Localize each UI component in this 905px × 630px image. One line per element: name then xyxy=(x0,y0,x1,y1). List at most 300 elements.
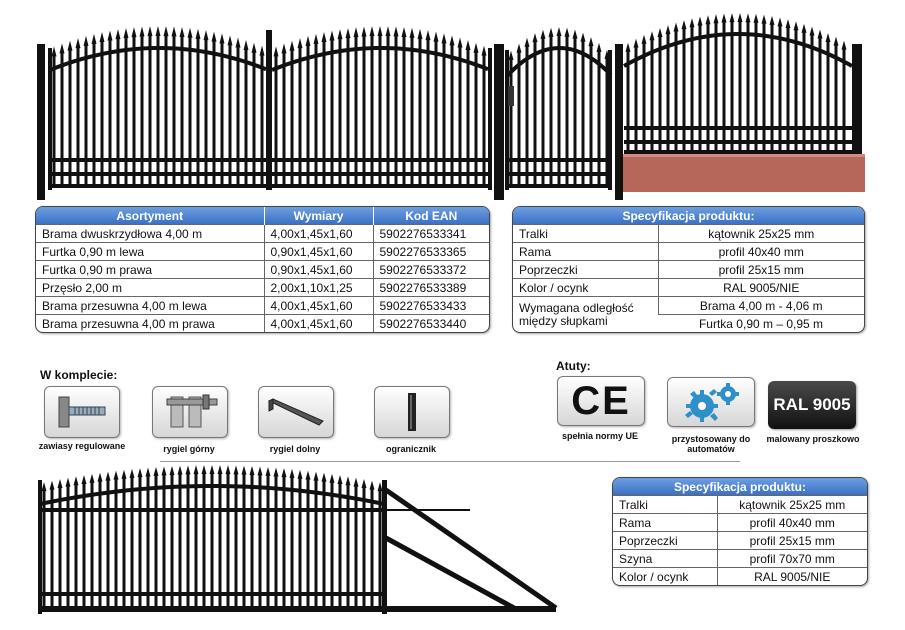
fence-post xyxy=(615,44,623,200)
fence-spike xyxy=(330,30,335,40)
fence-picket xyxy=(173,34,176,188)
ce-mark-icon: CE xyxy=(571,379,631,423)
fence-spike xyxy=(450,35,455,45)
fence-spike xyxy=(810,26,815,35)
spec-key: Rama xyxy=(513,243,658,261)
fence-spike xyxy=(722,13,727,22)
bottom-bolt-icon xyxy=(259,387,333,437)
fence-spike xyxy=(204,30,209,40)
ral-badge xyxy=(768,381,856,429)
assortment-table xyxy=(35,206,490,333)
fence-spike xyxy=(66,478,71,487)
fence-spike xyxy=(146,467,151,476)
fence-picket xyxy=(299,46,302,188)
fence-spike xyxy=(306,36,311,46)
fence-picket xyxy=(363,35,366,188)
fence-picket xyxy=(189,36,192,188)
fence-spike xyxy=(76,38,81,48)
product-name: Brama dwuskrzydłowa 4,00 m xyxy=(36,225,264,243)
product-dimensions: 0,90x1,45x1,60 xyxy=(264,261,373,279)
fence-picket xyxy=(227,472,230,610)
fence-spike xyxy=(260,46,265,56)
spec-key: Tralki xyxy=(513,225,658,243)
fence-spike xyxy=(156,26,161,36)
fence-rail xyxy=(507,158,612,162)
fence-picket xyxy=(467,48,470,188)
fence-picket xyxy=(157,34,160,188)
fence-picket xyxy=(51,488,54,610)
fence-spike xyxy=(236,38,241,48)
fence-spike xyxy=(442,33,447,43)
fence-spike xyxy=(162,466,167,475)
fence-spike xyxy=(370,26,375,36)
fence-spike xyxy=(626,43,631,52)
spec-key: Poprzeczki xyxy=(513,261,658,279)
kit-label: zawiasy regulowane xyxy=(38,441,126,451)
fence-picket xyxy=(731,20,734,154)
fence-spike xyxy=(525,38,530,47)
fence-spike xyxy=(138,468,143,477)
product-ean: 5902276533440 xyxy=(373,315,489,333)
automation-label: przystosowany do automatów xyxy=(671,434,751,454)
fence-rail xyxy=(40,592,384,596)
table-row xyxy=(36,315,489,333)
fence-spike xyxy=(226,465,231,474)
fence-picket xyxy=(699,24,702,154)
fence-spike xyxy=(466,40,471,50)
fence-picket xyxy=(323,40,326,188)
fence-spike xyxy=(658,28,663,37)
fence-spike xyxy=(178,466,183,475)
fence-picket xyxy=(566,35,569,188)
fence-picket xyxy=(355,35,358,188)
fence-picket xyxy=(715,21,718,154)
spec-value: profil 70x70 mm xyxy=(717,550,867,568)
fence-spike xyxy=(50,481,55,490)
top-bolt-icon xyxy=(153,387,227,437)
fence-rail xyxy=(624,126,852,130)
header-dimensions: Wymiary xyxy=(264,207,373,225)
fence-picket xyxy=(117,37,120,188)
fence-spike xyxy=(386,26,391,36)
brick-wall xyxy=(623,154,865,192)
fence-picket xyxy=(667,32,670,154)
fence-spike xyxy=(172,26,177,36)
fence-spike xyxy=(84,36,89,46)
kit-item-top-bolt xyxy=(152,386,228,438)
table-row xyxy=(613,514,867,532)
ce-label: spełnia normy UE xyxy=(561,431,639,441)
fence-picket xyxy=(299,477,302,610)
wicket-stile xyxy=(608,50,612,190)
fence-picket xyxy=(411,36,414,188)
fence-picket xyxy=(459,46,462,188)
fence-picket xyxy=(811,33,814,154)
fence-picket xyxy=(542,37,545,188)
fence-picket xyxy=(659,35,662,154)
fence-spike xyxy=(154,467,159,476)
fence-spike xyxy=(362,27,367,37)
spec-title: Specyfikacja produktu: xyxy=(613,478,867,496)
fence-picket xyxy=(109,38,112,188)
fence-picket xyxy=(755,21,758,154)
fence-picket xyxy=(379,489,382,610)
fence-picket xyxy=(771,23,774,154)
fence-spike xyxy=(140,27,145,37)
fence-spike xyxy=(196,29,201,39)
kit-title: W komplecie: xyxy=(40,368,118,382)
fence-rail xyxy=(507,184,612,188)
fence-picket xyxy=(435,40,438,188)
fence-picket xyxy=(598,50,601,188)
spec-key-distance: Wymagana odległość między słupkami xyxy=(513,297,658,333)
spec-value: RAL 9005/NIE xyxy=(717,568,867,586)
fence-picket xyxy=(582,40,585,188)
fence-picket xyxy=(683,27,686,154)
product-dimensions: 2,00x1,10x1,25 xyxy=(264,279,373,297)
automation-box xyxy=(667,377,755,427)
fence-spike xyxy=(210,465,215,474)
fence-picket xyxy=(558,34,561,188)
fence-spike xyxy=(274,467,279,476)
fence-spike xyxy=(362,479,367,488)
fence-spike xyxy=(346,28,351,38)
fence-spike xyxy=(266,467,271,476)
spec-key: Poprzeczki xyxy=(613,532,717,550)
fence-picket xyxy=(163,473,166,610)
spec-value: RAL 9005/NIE xyxy=(658,279,864,297)
fence-spike xyxy=(282,43,287,53)
fence-spike xyxy=(597,43,602,52)
brick-wall-cap xyxy=(623,154,865,157)
fence-spike xyxy=(794,21,799,30)
fence-picket xyxy=(379,34,382,188)
advantages-title: Atuty: xyxy=(556,359,591,373)
spec-value: Furtka 0,90 m – 0,95 m xyxy=(658,315,864,333)
fence-picket xyxy=(179,473,182,610)
table-row xyxy=(36,297,489,315)
fence-spike xyxy=(746,13,751,22)
fence-spike xyxy=(754,14,759,23)
fence-spike xyxy=(549,28,554,37)
fence-spike xyxy=(322,473,327,482)
fence-picket xyxy=(331,38,334,188)
table-row xyxy=(513,225,864,243)
wicket-lock xyxy=(508,86,514,106)
fence-spike xyxy=(426,30,431,40)
product-ean: 5902276533372 xyxy=(373,261,489,279)
fence-spike xyxy=(220,33,225,43)
spec-value: profil 40x40 mm xyxy=(658,243,864,261)
fence-spike xyxy=(234,465,239,474)
fence-picket xyxy=(139,475,142,610)
fence-picket xyxy=(371,34,374,188)
fence-picket xyxy=(371,488,374,610)
fence-picket xyxy=(235,472,238,610)
fence-spike xyxy=(354,27,359,37)
fence-picket xyxy=(707,22,710,154)
fence-picket xyxy=(61,51,64,188)
fence-spike xyxy=(674,22,679,31)
fence-spike xyxy=(714,14,719,23)
fence-spike xyxy=(106,472,111,481)
fence-picket xyxy=(675,29,678,154)
fence-spike xyxy=(298,470,303,479)
slide-stile xyxy=(38,480,42,614)
fence-picket xyxy=(315,42,318,188)
fence-picket xyxy=(275,54,278,188)
fence-picket xyxy=(53,54,56,188)
fence-spike xyxy=(458,38,463,48)
fence-drawing xyxy=(37,13,865,200)
fence-picket xyxy=(187,472,190,610)
fence-spike xyxy=(730,13,735,22)
fence-spike xyxy=(258,466,263,475)
product-ean: 5902276533433 xyxy=(373,297,489,315)
fence-picket xyxy=(243,473,246,610)
spec-table-bottom xyxy=(612,477,868,586)
fence-picket xyxy=(155,474,158,610)
spec-key: Kolor / ocynk xyxy=(613,568,717,586)
fence-spike xyxy=(82,475,87,484)
spec-key: Kolor / ocynk xyxy=(513,279,658,297)
fence-spike xyxy=(346,476,351,485)
product-name: Brama przesuwna 4,00 m lewa xyxy=(36,297,264,315)
fence-picket xyxy=(363,486,366,610)
fence-spike xyxy=(650,31,655,40)
fence-spike xyxy=(573,29,578,38)
fence-picket xyxy=(526,45,529,188)
fence-spike xyxy=(338,475,343,484)
kit-label: rygiel dolny xyxy=(269,444,321,454)
fence-spike xyxy=(122,470,127,479)
fence-spike xyxy=(581,33,586,42)
fence-picket xyxy=(723,20,726,154)
fence-picket xyxy=(339,37,342,188)
fence-picket xyxy=(795,28,798,154)
slide-counterweight-brace xyxy=(386,538,514,608)
spec-value: profil 25x15 mm xyxy=(717,532,867,550)
fence-spike xyxy=(92,34,97,44)
wicket-stile xyxy=(505,50,509,190)
fence-spike xyxy=(306,471,311,480)
product-ean: 5902276533389 xyxy=(373,279,489,297)
fence-picket xyxy=(211,472,214,610)
fence-spike xyxy=(370,481,375,490)
fence-post xyxy=(494,44,504,200)
fence-rail xyxy=(40,508,384,512)
fence-picket xyxy=(739,20,742,154)
fence-picket xyxy=(43,489,46,610)
fence-picket xyxy=(261,54,264,188)
product-dimensions: 4,00x1,45x1,60 xyxy=(264,315,373,333)
fence-picket xyxy=(131,476,134,610)
fence-rail xyxy=(624,140,852,144)
fence-spike xyxy=(124,28,129,38)
fence-spike xyxy=(818,30,823,39)
fence-rail xyxy=(50,158,268,162)
fence-spike xyxy=(666,25,671,34)
kit-item-hinge xyxy=(44,386,120,438)
fence-picket xyxy=(827,40,830,154)
fence-picket xyxy=(779,24,782,154)
gears-icon xyxy=(668,378,754,426)
fence-picket xyxy=(141,35,144,188)
ce-mark-box xyxy=(557,376,645,426)
fence-spike xyxy=(250,466,255,475)
fence-spike xyxy=(517,44,522,53)
fence-spike xyxy=(298,38,303,48)
slide-stile xyxy=(382,480,387,614)
fence-spike xyxy=(434,32,439,42)
fence-picket xyxy=(147,474,150,610)
fence-picket xyxy=(691,25,694,154)
stopper-icon xyxy=(375,387,449,437)
fence-spike xyxy=(252,43,257,53)
fence-picket xyxy=(101,40,104,188)
fence-spike xyxy=(402,27,407,37)
fence-picket xyxy=(534,40,537,188)
fence-picket xyxy=(443,41,446,188)
gate-center-stile xyxy=(266,30,272,190)
fence-rail xyxy=(50,184,268,188)
product-name: Furtka 0,90 m prawa xyxy=(36,261,264,279)
spec-key: Szyna xyxy=(613,550,717,568)
spec-value: kątownik 25x25 mm xyxy=(717,496,867,514)
fence-spike xyxy=(533,33,538,42)
fence-spike xyxy=(314,472,319,481)
fence-spike xyxy=(770,16,775,25)
fence-picket xyxy=(307,44,310,188)
fence-spike xyxy=(194,465,199,474)
table-row xyxy=(513,279,864,297)
fence-picket xyxy=(181,35,184,188)
fence-picket xyxy=(237,46,240,188)
product-dimensions: 4,00x1,45x1,60 xyxy=(264,225,373,243)
product-name: Brama przesuwna 4,00 m prawa xyxy=(36,315,264,333)
fence-picket xyxy=(483,54,486,188)
fence-spike xyxy=(322,32,327,42)
fence-picket xyxy=(819,37,822,154)
fence-picket xyxy=(315,479,318,610)
fence-picket xyxy=(221,41,224,188)
fence-picket xyxy=(85,44,88,188)
fence-spike xyxy=(132,27,137,37)
fence-spike xyxy=(410,28,415,38)
fence-spike xyxy=(642,35,647,44)
fence-picket xyxy=(251,473,254,610)
fence-picket xyxy=(283,475,286,610)
fence-spike xyxy=(60,43,65,53)
fence-picket xyxy=(419,37,422,188)
fence-picket xyxy=(518,51,521,188)
fence-spike xyxy=(394,26,399,36)
fence-picket xyxy=(115,478,118,610)
slide-rail xyxy=(38,606,556,612)
fence-illustration-top xyxy=(0,0,905,200)
kit-label: rygiel górny xyxy=(163,444,215,454)
fence-picket xyxy=(275,474,278,610)
fence-picket xyxy=(403,35,406,188)
fence-picket xyxy=(307,478,310,610)
fence-spike xyxy=(786,19,791,28)
spec-table-top xyxy=(512,206,865,333)
spec-title: Specyfikacja produktu: xyxy=(513,207,864,225)
fence-spike xyxy=(228,35,233,45)
fence-picket xyxy=(259,473,262,610)
fence-spike xyxy=(378,482,383,491)
spec-key: Tralki xyxy=(613,496,717,514)
fence-spike xyxy=(378,26,383,36)
fence-spike xyxy=(58,479,63,488)
fence-spike xyxy=(188,28,193,38)
fence-spike xyxy=(170,466,175,475)
adjustable-hinge-icon xyxy=(45,387,119,437)
spec-value: profil 40x40 mm xyxy=(717,514,867,532)
gate-stile xyxy=(48,48,52,190)
fence-spike xyxy=(42,482,47,491)
product-name: Furtka 0,90 m lewa xyxy=(36,243,264,261)
fence-picket xyxy=(133,35,136,188)
fence-picket xyxy=(283,51,286,188)
fence-spike xyxy=(634,39,639,48)
fence-picket xyxy=(331,481,334,610)
fence-spike xyxy=(108,30,113,40)
fence-spike xyxy=(202,465,207,474)
fence-picket xyxy=(475,51,478,188)
fence-arch-rail xyxy=(624,34,852,66)
ral-badge-text: RAL 9005 xyxy=(773,395,851,414)
fence-spike xyxy=(186,465,191,474)
fence-spike xyxy=(90,474,95,483)
fence-spike xyxy=(116,29,121,39)
fence-picket xyxy=(149,34,152,188)
fence-spike xyxy=(690,18,695,27)
fence-spike xyxy=(338,29,343,39)
gate-stile xyxy=(488,48,492,190)
fence-spike xyxy=(74,476,79,485)
fence-spike xyxy=(474,43,479,53)
table-row xyxy=(613,550,867,568)
slide-counterweight-brace xyxy=(386,490,556,608)
fence-picket xyxy=(83,482,86,610)
fence-spike xyxy=(114,471,119,480)
fence-picket xyxy=(77,46,80,188)
fence-picket xyxy=(347,36,350,188)
fence-spike xyxy=(164,26,169,36)
fence-spike xyxy=(274,46,279,56)
ral-label: malowany proszkowo xyxy=(766,434,860,444)
fence-picket xyxy=(69,49,72,188)
fence-picket xyxy=(99,480,102,610)
fence-picket xyxy=(253,51,256,188)
fence-picket xyxy=(590,44,593,188)
fence-picket xyxy=(267,474,270,610)
fence-picket xyxy=(323,480,326,610)
fence-picket xyxy=(125,36,128,188)
fence-spike xyxy=(826,33,831,42)
fence-picket xyxy=(229,43,232,188)
fence-spike xyxy=(244,40,249,50)
fence-spike xyxy=(682,20,687,29)
fence-picket xyxy=(643,42,646,154)
table-row xyxy=(36,243,489,261)
fence-spike xyxy=(242,466,247,475)
product-ean: 5902276533341 xyxy=(373,225,489,243)
fence-spike xyxy=(557,27,562,36)
fence-spike xyxy=(354,478,359,487)
fence-picket xyxy=(195,472,198,610)
